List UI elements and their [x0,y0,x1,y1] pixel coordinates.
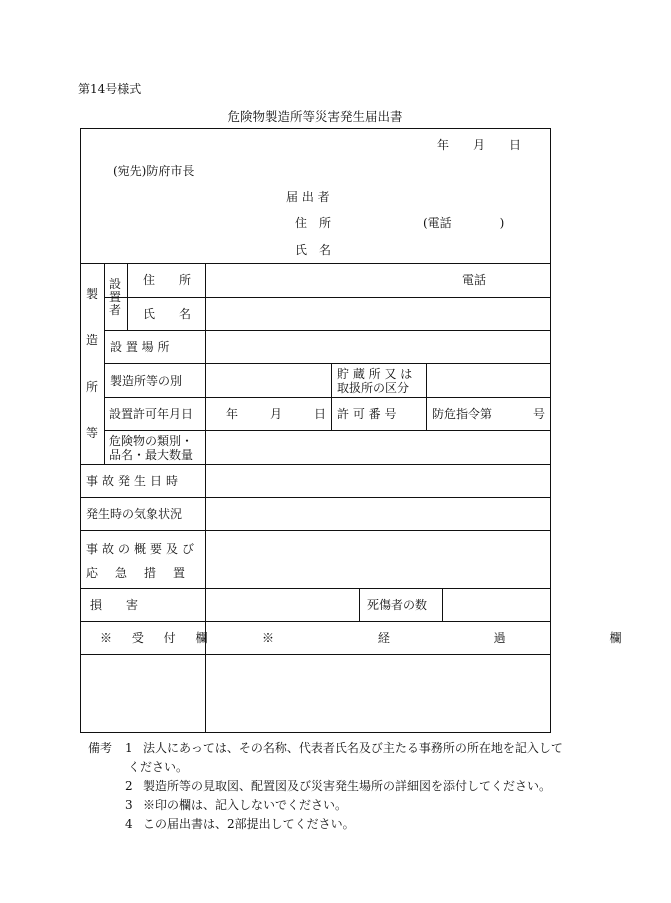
rule [127,263,128,330]
rule [80,530,551,531]
note-text: ※印の欄は、記入しないでください。 [143,798,348,812]
progress-label: ※ 経 過 欄 [262,631,671,645]
note-number: 1 [125,741,133,755]
facility-group-label-3: 所 [86,380,99,394]
facility-group-label-1: 製 [86,287,99,301]
permit-year-label: 年 [226,407,239,421]
rule [104,263,105,464]
installer-address-label: 住 所 [143,273,192,287]
rule [426,363,427,430]
hazmat-label-2: 品名・最大数量 [109,448,194,462]
rule [80,654,551,655]
damage-label: 損 害 [90,598,139,612]
permit-date-label: 設置許可年月日 [109,407,194,421]
note-number: 2 [125,779,133,793]
date-year-label: 年 [437,138,450,152]
summary-label-2: 応急措置 [86,566,203,580]
summary-label-1: 事故の概要及び [86,542,199,556]
note-number: 4 [125,817,133,831]
permit-day-label: 日 [314,407,327,421]
rule [104,363,551,364]
notifier-label: 届 出 者 [286,190,330,204]
addressee: (宛先)防府市長 [113,164,195,178]
note-text: 製造所等の見取図、配置図及び災害発生場所の詳細図を添付してください。 [143,779,552,793]
storage-class-label-2: 取扱所の区分 [337,381,410,395]
installer-name-label: 氏 名 [143,307,192,321]
note-text: この届出書は、2部提出してください。 [143,817,355,831]
rule [80,588,551,589]
date-month-label: 月 [473,138,486,152]
rule [104,297,551,298]
installer-label-2: 置 [109,290,122,304]
rule [205,263,206,733]
permit-suffix-label: 号 [533,407,546,421]
rule [359,588,360,621]
location-label: 設 置 場 所 [110,340,170,354]
permit-month-label: 月 [270,407,283,421]
rule [80,621,551,622]
casualties-label: 死傷者の数 [367,598,428,612]
facility-type-label: 製造所等の別 [110,374,183,388]
facility-group-label-4: 等 [86,426,99,440]
address-label: 住 所 [295,216,332,230]
name-label: 氏 名 [295,243,332,257]
form-title: 危険物製造所等災害発生届出書 [227,109,403,124]
rule [104,397,551,398]
weather-label: 発生時の気象状況 [86,507,183,521]
note-number: 3 [125,798,133,812]
date-day-label: 日 [509,138,522,152]
rule [80,497,551,498]
form-number: 第14号様式 [78,82,142,96]
installer-label-3: 者 [109,303,122,317]
facility-group-label-2: 造 [86,333,99,347]
phone-label: (電話 ) [423,216,505,230]
occurred-at-label: 事故発生日時 [86,474,183,488]
note-text: ください。 [128,760,189,774]
rule [80,464,551,465]
notes-label: 備考 [88,741,113,755]
rule [104,430,551,431]
rule [80,263,551,264]
hazmat-label-1: 危険物の類別・ [109,434,194,448]
permit-prefix-label: 防危指令第 [432,407,493,421]
installer-phone-label: 電話 [462,273,487,287]
permit-number-label: 許 可 番 号 [337,407,397,421]
rule [104,330,551,331]
note-text: 法人にあっては、その名称、代表者氏名及び主たる事務所の所在地を記入して [143,741,563,755]
storage-class-label-1: 貯 蔵 所 又 は [337,367,413,381]
installer-label-1: 設 [109,277,122,291]
reception-label: ※ 受 付 欄 [100,631,216,645]
rule [442,588,443,621]
rule [331,363,332,430]
